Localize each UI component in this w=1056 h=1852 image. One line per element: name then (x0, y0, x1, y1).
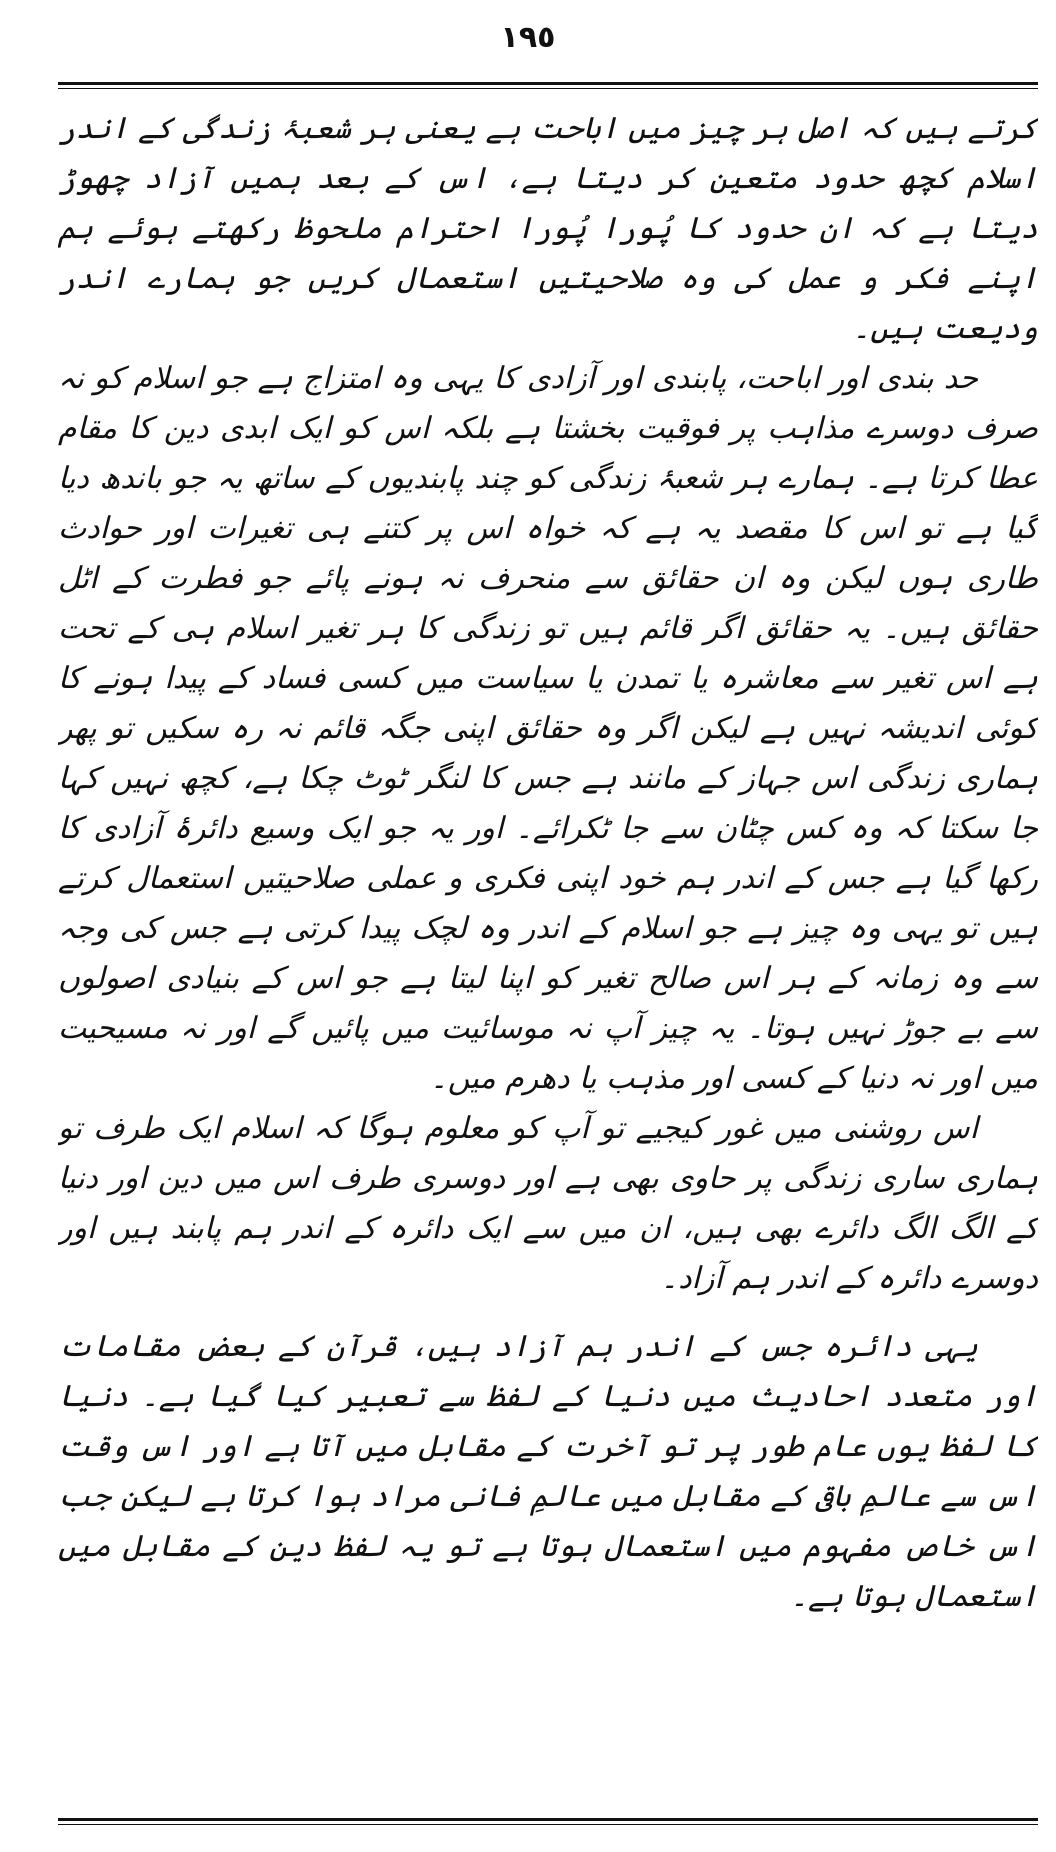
paragraph: کرتے ہیں کہ اصل ہر چیز میں اباحت ہے یعنی ہر شعبۂ زندگی کے اندر اسلام کچھ حدود متعین کر دیتا ہے، اس کے بعد ہمیں آزاد چھوڑ دیتا ہے کہ ان حدود کا پُورا پُورا احترام ملحوظ رکھتے ہوئے ہم اپنے فکر و عمل کی وہ صلاحیتیں استعمال کریں جو ہمارے اندر ودیعت ہیں۔ (58, 111, 1038, 346)
paragraph: یہی دائرہ جس کے اندر ہم آزاد ہیں، قرآن کے بعض مقامات اور متعدد احادیث میں دنیا کے لفظ سے تعبیر کیا گیا ہے۔ دنیا کا لفظ یوں عام طور پر تو آخرت کے مقابل میں آتا ہے اور اس وقت اس سے عالمِ باقی کے مقابل میں عالمِ فانی مراد ہوا کرتا ہے لیکن جب اس خاص مفہوم میں استعمال ہوتا ہے تو یہ لفظ دین کے مقابل میں استعمال ہوتا ہے۔ (58, 1329, 1038, 1614)
paragraph: حد بندی اور اباحت، پابندی اور آزادی کا یہی وہ امتزاج ہے جو اسلام کو نہ صرف دوسرے مذاہب پر فوقیت بخشتا ہے بلکہ اس کو ایک ابدی دین کا مقام عطا کرتا ہے۔ ہمارے ہر شعبۂ زندگی کو چند پابندیوں کے ساتھ یہ جو باندھ دیا گیا ہے تو اس کا مقصد یہ ہے کہ خواہ اس پر کتنے ہی تغیرات اور حوادث طاری ہوں لیکن وہ ان حقائق سے منحرف نہ ہونے پائے جو فطرت کے اٹل حقائق ہیں۔ یہ حقائق اگر قائم ہیں تو زندگی کا ہر تغیر اسلام ہی کے تحت ہے اس تغیر سے معاشرہ یا تمدن یا سیاست میں کسی فساد کے پیدا ہونے کا کوئی اندیشہ نہیں ہے لیکن اگر وہ حقائق اپنی جگہ قائم نہ رہ سکیں تو پھر ہماری زندگی اس جہاز کے مانند ہے جس کا لنگر ٹوٹ چکا ہے، کچھ نہیں کہا جا سکتا کہ وہ کس چٹان سے جا ٹکرائے۔ اور یہ جو ایک وسیع دائرۂ آزادی کا رکھا گیا ہے جس کے اندر ہم خود اپنی فکری و عملی صلاحیتیں استعمال کرتے ہیں تو یہی وہ چیز ہے جو اسلام کے اندر وہ لچک پیدا کرتی ہے جس کی وجہ سے وہ زمانہ کے ہر اس صالح تغیر کو اپنا لیتا ہے جو اس کے بنیادی اصولوں سے بے جوڑ نہیں ہوتا۔ یہ چیز آپ نہ موسائیت میں پائیں گے اور نہ مسیحیت میں اور نہ دنیا کے کسی اور مذہب یا دھرم میں۔ (58, 361, 1038, 1096)
header-rule (58, 82, 1038, 89)
page-body (58, 104, 1038, 1804)
paragraph: اس روشنی میں غور کیجیے تو آپ کو معلوم ہوگا کہ اسلام ایک طرف تو ہماری ساری زندگی پر حاوی بھی ہے اور دوسری طرف اس میں دین اور دنیا کے الگ الگ دائرے بھی ہیں، ان میں سے ایک دائرہ کے اندر ہم پابند ہیں اور دوسرے دائرہ کے اندر ہم آزاد۔ (58, 1111, 1038, 1296)
footer-rule (58, 1818, 1038, 1825)
page-number: ١٩٥ (500, 20, 556, 55)
